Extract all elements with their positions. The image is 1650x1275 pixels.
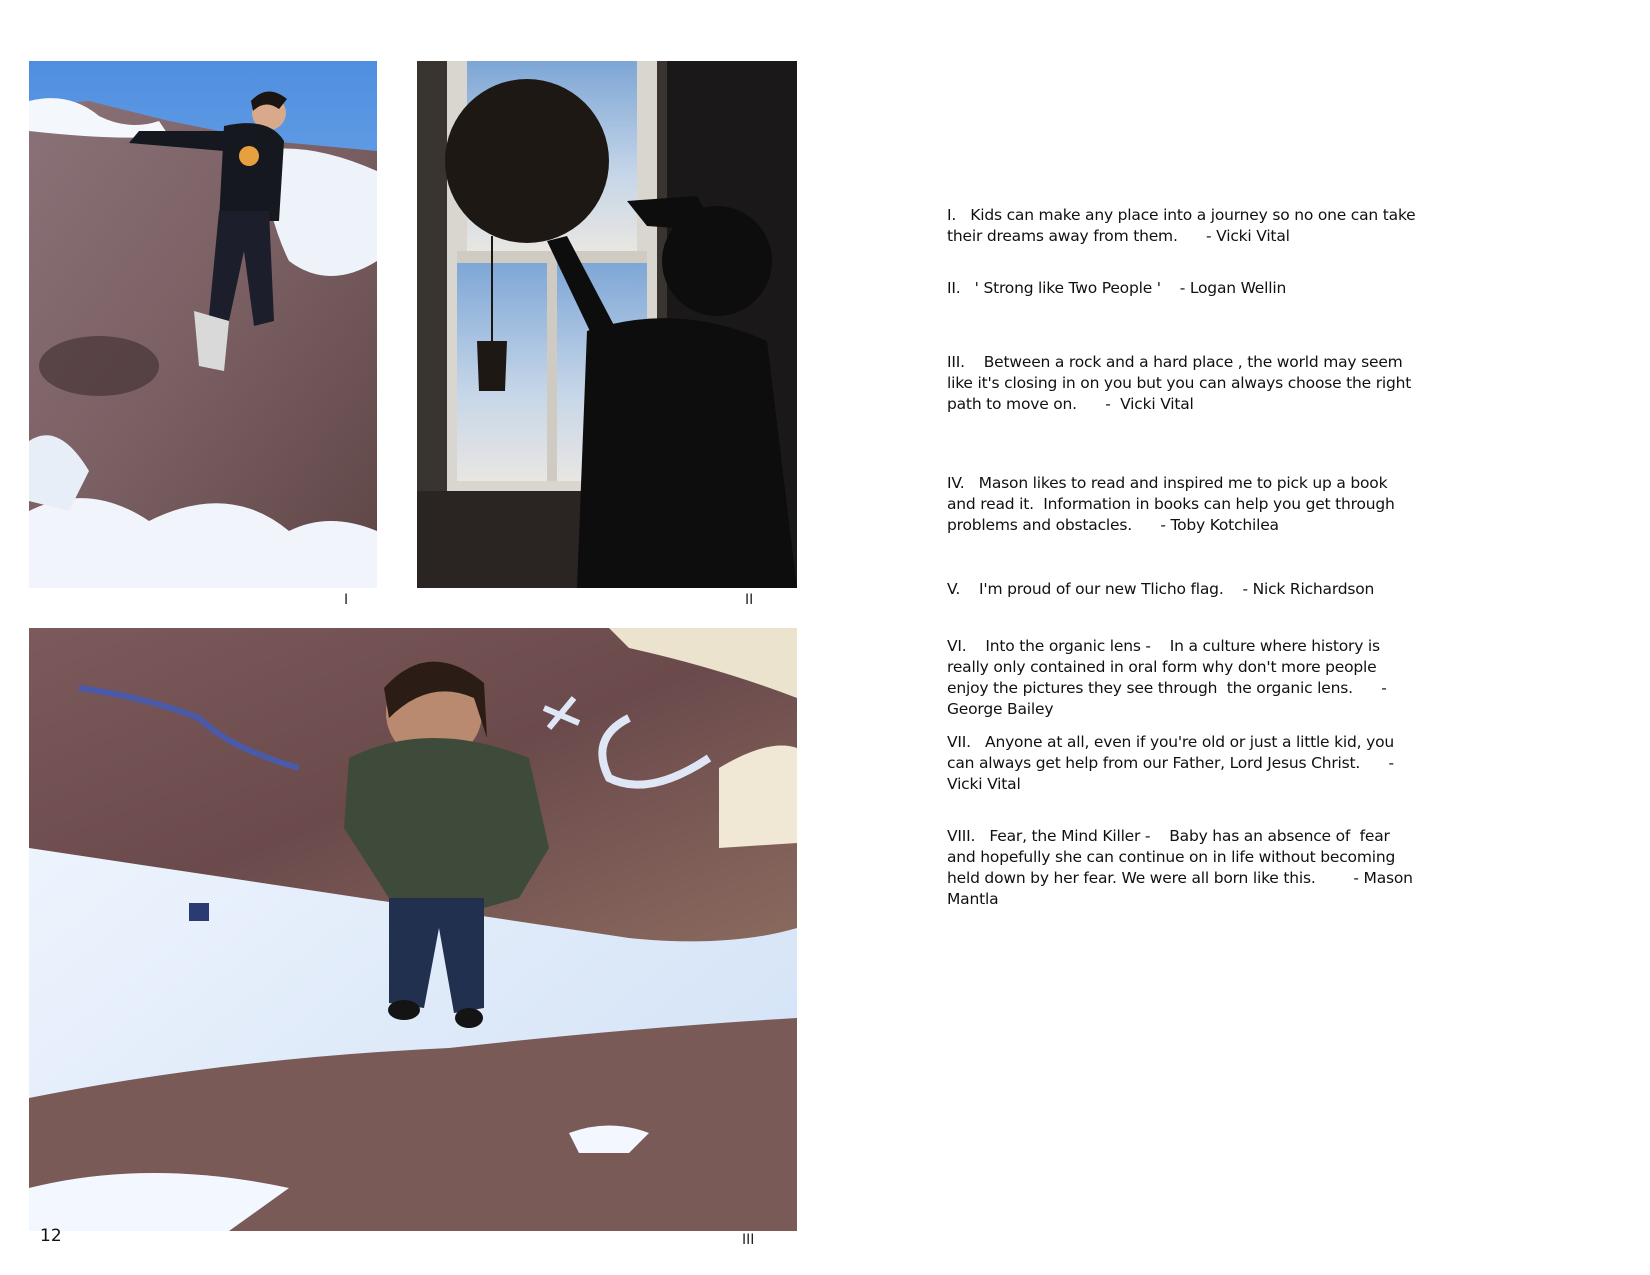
- quote-6: VI. Into the organic lens - In a culture where history is really only contained in oral form why don't more people enjoy the pictures they see through the organic lens. - George Bailey: [947, 637, 1392, 718]
- photo-man-in-snow-image: [29, 628, 797, 1231]
- quote-4: IV. Mason likes to read and inspired me to pick up a book and read it. Information in books can help you get through problems and obstacles. - Toby Kotchilea: [947, 474, 1400, 534]
- quote-5: V. I'm proud of our new Tlicho flag. - Nick Richardson: [947, 580, 1375, 598]
- photo-drum-silhouette-image: [417, 61, 797, 588]
- photo-drum-silhouette: [417, 61, 797, 588]
- page-number: 12: [40, 1226, 62, 1246]
- photo-caption-2: II: [745, 592, 754, 608]
- photo-caption-3: III: [742, 1232, 755, 1248]
- quote-2: II. ' Strong like Two People ' - Logan Wellin: [947, 279, 1287, 297]
- photo-girl-jumping: [29, 61, 377, 588]
- quote-3: III. Between a rock and a hard place , the world may seem like it's closing in on you but you can always choose the right path to move on. - Vicki Vital: [947, 353, 1416, 413]
- quote-1: I. Kids can make any place into a journey so no one can take their dreams away from them. - Vicki Vital: [947, 206, 1421, 245]
- quote-7: VII. Anyone at all, even if you're old or just a little kid, you can always get help from our Father, Lord Jesus Christ. - Vicki Vital: [947, 733, 1399, 793]
- photo-caption-1: I: [344, 592, 349, 608]
- photo-girl-jumping-image: [29, 61, 377, 588]
- photo-man-in-snow: [29, 628, 797, 1231]
- quote-8: VIII. Fear, the Mind Killer - Baby has an absence of fear and hopefully she can continue on in life without becoming held down by her fear. We were all born like this. - Mason Mantla: [947, 827, 1418, 908]
